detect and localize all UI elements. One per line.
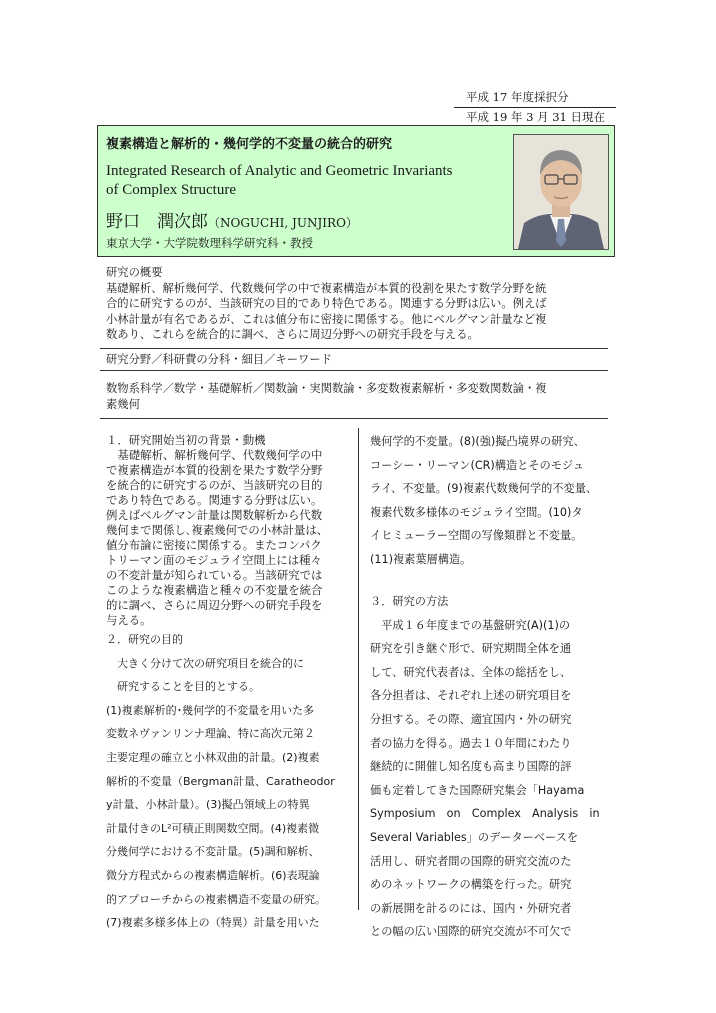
section3-line: 継続的に開催し知名度も高まり国際的評 (370, 760, 572, 774)
section2-line: 大きく分けて次の研究項目を統合的に (106, 656, 304, 670)
section1-line: 幾何まで関係し､複素幾何での小林計量は、 (106, 523, 329, 537)
summary-divider (100, 348, 608, 349)
section1-line: の不変計量が知られている。当該研究では (106, 568, 323, 582)
section1-line: 例えばベルグマン計量は関数解析から代数 (106, 508, 323, 522)
section3-line: Several Variables」のデーターベースを (370, 830, 579, 844)
portrait-photo (513, 134, 609, 250)
section2-line: 主要定理の確立と小林双曲的計量。(2)複素 (106, 750, 320, 764)
section3-line: Symposium on Complex Analysis in (370, 807, 600, 821)
section2-line: 変数ネヴァンリンナ理論、特に高次元第２ (106, 727, 315, 741)
section3-line: 価も定着してきた国際研究集会「Hayama (370, 783, 585, 797)
section1-line: 与える。 (106, 613, 152, 627)
right-column-section3 (370, 590, 618, 944)
section1-line: を統合的に研究するのが、当該研究の目的 (106, 478, 323, 492)
project-title-en-line1: Integrated Research of Analytic and Geometric Invariants (106, 163, 453, 179)
project-title-en (106, 162, 506, 200)
keywords-line: 数物系科学／数学・基礎解析／関数論・実関数論・多変数複素解析・多変数関数論・複 (106, 382, 547, 395)
section3-line: 分担する。その際、適宜国内・外の研究 (370, 712, 572, 726)
section2-line: (7)複素多様多体上の（特異）計量を用いた (106, 916, 320, 930)
section2-line: 解析的不変量（Bergman計量、Caratheodor (106, 774, 335, 788)
section3-line: して、研究代表者は、全体の総括をし、 (370, 665, 572, 679)
adoption-year: 平成 17 年度採択分 (466, 90, 569, 104)
section2-line: 研究することを目的とする。 (106, 680, 260, 694)
summary-heading: 研究の概要 (106, 266, 163, 279)
researcher-name-en: （NOGUCHI, JUNJIRO） (208, 216, 358, 230)
section1-line: 値分布論に密接に関係する。またコンパク (106, 538, 322, 552)
section3-heading: ３．研究の方法 (370, 595, 449, 608)
keywords-line: 素幾何 (106, 397, 140, 411)
continuation-line: 複素代数多様体のモジュライ空間。(10)タ (370, 505, 583, 519)
section3-line: との幅の広い国際的研究交流が不可欠で (370, 925, 572, 939)
section3-line: めのネットワークの構築を行った。研究 (370, 878, 572, 892)
section1-heading: １．研究開始当初の背景・動機 (106, 433, 266, 447)
continuation-line: イヒミューラー空間の写像類群と不変量。 (370, 529, 583, 543)
section3-line: 研究を引き継ぐ形で、研究期間全体を通 (370, 642, 572, 656)
section2-line: 微分方程式からの複素構造解析。(6)表現論 (106, 868, 320, 882)
project-title-ja: 複素構造と解析的・幾何学的不変量の統合的研究 (106, 137, 393, 152)
as-of-date: 平成 19 年 3 月 31 日現在 (466, 110, 606, 124)
section1-line: このような複素構造と種々の不変量を統合 (106, 583, 323, 597)
column-separator (358, 428, 359, 910)
continuation-line: 幾何学的不変量。(8)(強)擬凸境界の研究、 (370, 435, 585, 448)
summary-line: 小林計量が有名であるが、これは値分布に密接に関係する。他にベルグマン計量など複 (106, 312, 547, 326)
meta-block (454, 88, 616, 128)
section2-heading: ２．研究の目的 (106, 633, 183, 646)
left-column-section2 (106, 628, 354, 935)
section1-line: トリーマン面のモジュライ空間上には種々 (106, 553, 322, 567)
section1-line: 的に調べ、さらに周辺分野への研究手段を (106, 598, 323, 612)
section3-line: 者の協力を得る。過去１０年間にわたり (370, 736, 572, 750)
section3-line: 各分担者は、それぞれ上述の研究項目を (370, 689, 572, 703)
keywords-divider (100, 418, 608, 419)
keywords-section (106, 381, 618, 412)
section3-line: の新展開を計るのには、国内・外研究者 (370, 901, 572, 915)
portrait-illustration (514, 135, 608, 249)
researcher-name (106, 207, 358, 232)
continuation-line: ライ、不変量。(9)複素代数幾何学的不変量、 (370, 482, 598, 496)
left-column (106, 433, 352, 628)
section2-line: (1)複素解析的･幾何学的不変量を用いた多 (106, 703, 315, 717)
researcher-name-ja: 野口 潤次郎 (106, 212, 208, 232)
section2-line: y計量、小林計量）。(3)擬凸領域上の特異 (106, 798, 310, 812)
continuation-line: コーシー・リーマン(CR)構造とそのモジュ (370, 458, 585, 472)
section2-line: 計量付きのL²可積正則関数空間。(4)複素微 (106, 821, 320, 835)
project-title-en-line2: of Complex Structure (106, 182, 236, 198)
summary-line: 基礎解析、解析幾何学、代数幾何学の中で複素構造が本質的役割を果たす数学分野を統 (106, 281, 547, 295)
keywords-heading: 研究分野／科研費の分科・細目／キーワード (106, 353, 332, 366)
section1-line: で複素構造が本質的役割を果たす数学分野 (106, 463, 323, 477)
section1-line: であり特色である。関連する分野は広い。 (106, 493, 323, 507)
section2-line: 分幾何学における不変計量。(5)調和解析、 (106, 845, 320, 859)
section1-line: 基礎解析、解析幾何学、代数幾何学の中 (106, 448, 323, 462)
project-header-box (97, 125, 615, 257)
summary-line: 合的に研究するのが、当該研究の目的であり特色である。関連する分野は広い。例えば (106, 297, 547, 310)
summary-section (106, 265, 618, 343)
researcher-affiliation: 東京大学・大学院数理科学研究科・教授 (106, 236, 313, 250)
right-column-continuation (370, 430, 618, 572)
section3-line: 平成１６年度までの基盤研究(A)(1)の (370, 618, 571, 632)
section2-line: 的アプローチからの複素構造不変量の研究。 (106, 892, 326, 906)
section3-line: 活用し、研究者間の国際的研究交流のた (370, 854, 572, 868)
summary-line: 数あり、これらを統合的に調べ、さらに周辺分野への研究手段を与える。 (106, 328, 479, 341)
keywords-heading-divider (100, 370, 608, 371)
continuation-line: (11)複素葉層構造。 (370, 552, 472, 566)
